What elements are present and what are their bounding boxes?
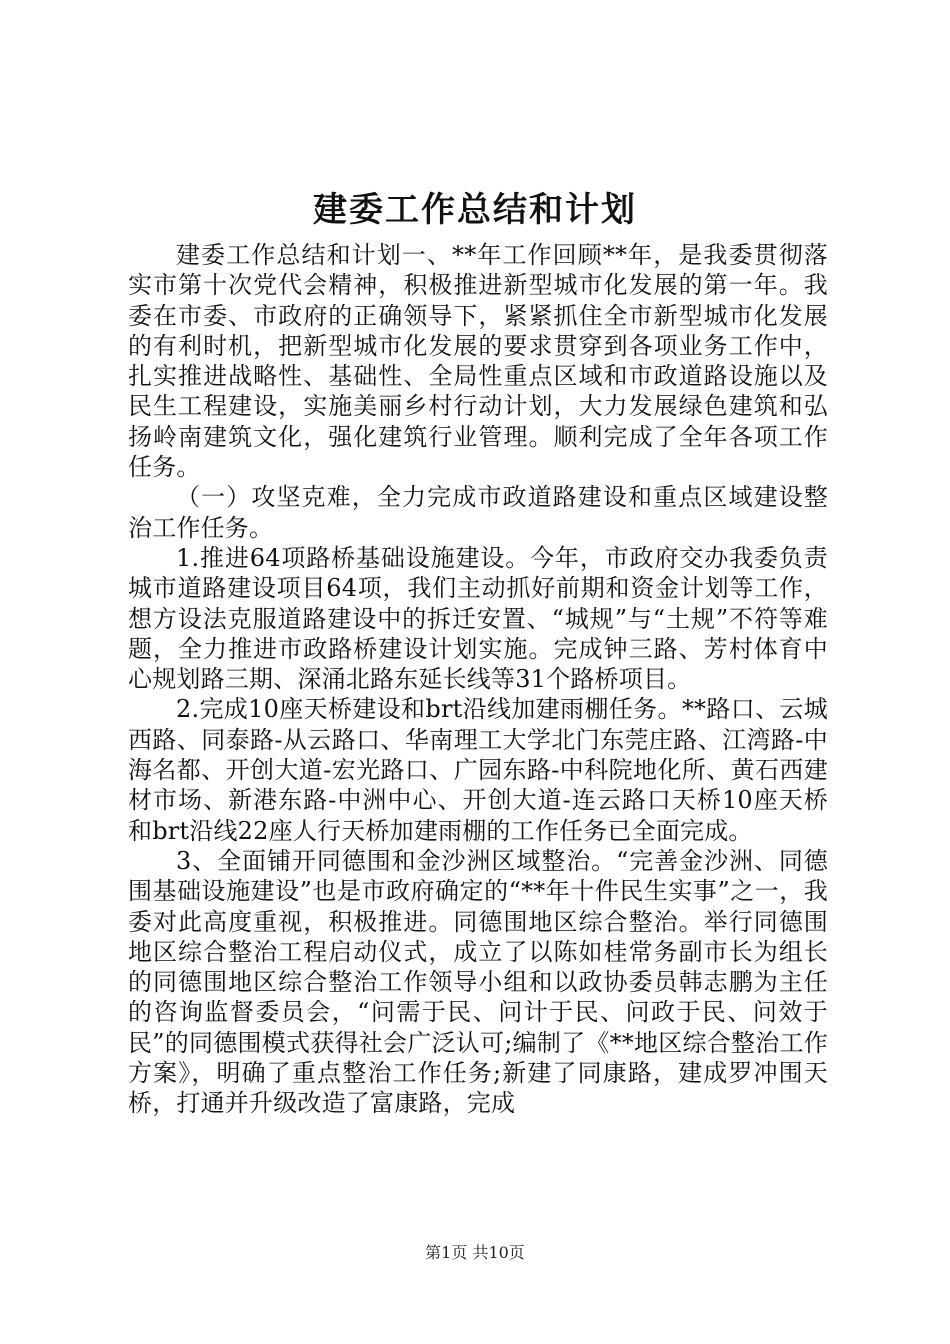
paragraph-4: 2.完成10座天桥建设和brt沿线加建雨棚任务。**路口、云城西路、同泰路-从云路口、华南理工大学北门东莞庄路、江湾路-中海名都、开创大道-宏光路口、广园东路-中科院地化所、黄石西建材市场、新港东路-中洲中心、开创大道-连云路口天桥10座天桥和brt沿线22座人行天桥加建雨棚的工作任务已全面完成。 [128, 695, 828, 845]
paragraph-2: （一）攻坚克难，全力完成市政道路建设和重点区域建设整治工作任务。 [128, 483, 828, 542]
paragraph-3: 1.推进64项路桥基础设施建设。今年，市政府交办我委负责城市道路建设项目64项，我们主动抓好前期和资金计划等工作，想方设法克服道路建设中的拆迁安置、“城规”与“土规”不符等难题，全力推进市政路桥建设计划实施。完成钟三路、芳村体育中心规划路三期、深涌北路东延长线等31个路桥项目。 [128, 543, 828, 694]
page-footer: 第1页 共10页 [425, 1243, 525, 1262]
paragraph-5: 3、全面铺开同德围和金沙洲区域整治。“完善金沙洲、同德围基础设施建设”也是市政府确定的“**年十件民生实事”之一，我委对此高度重视，积极推进。同德围地区综合整治。举行同德围地区综合整治工程启动仪式，成立了以陈如桂常务副市长为组长的同德围地区综合整治工作领导小组和以政协委员韩志鹏为主任的咨询监督委员会，“问需于民、问计于民、问政于民、问效于民”的同德围模式获得社会广泛认可;编制了《**地区综合整治工作方案》，明确了重点整治工作任务;新建了同康路，建成罗冲围天桥，打通并升级改造了富康路，完成 [128, 846, 828, 1118]
document-title: 建委工作总结和计划 [313, 190, 637, 230]
paragraph-1: 建委工作总结和计划一、**年工作回顾**年，是我委贯彻落实市第十次党代会精神，积极推进新型城市化发展的第一年。我委在市委、市政府的正确领导下，紧紧抓住全市新型城市化发展的有利时机，把新型城市化发展的要求贯穿到各项业务工作中，扎实推进战略性、基础性、全局性重点区域和市政道路设施以及民生工程建设，实施美丽乡村行动计划，大力发展绿色建筑和弘扬岭南建筑文化，强化建筑行业管理。顺利完成了全年各项工作任务。 [128, 241, 828, 482]
document-body [128, 240, 828, 1119]
